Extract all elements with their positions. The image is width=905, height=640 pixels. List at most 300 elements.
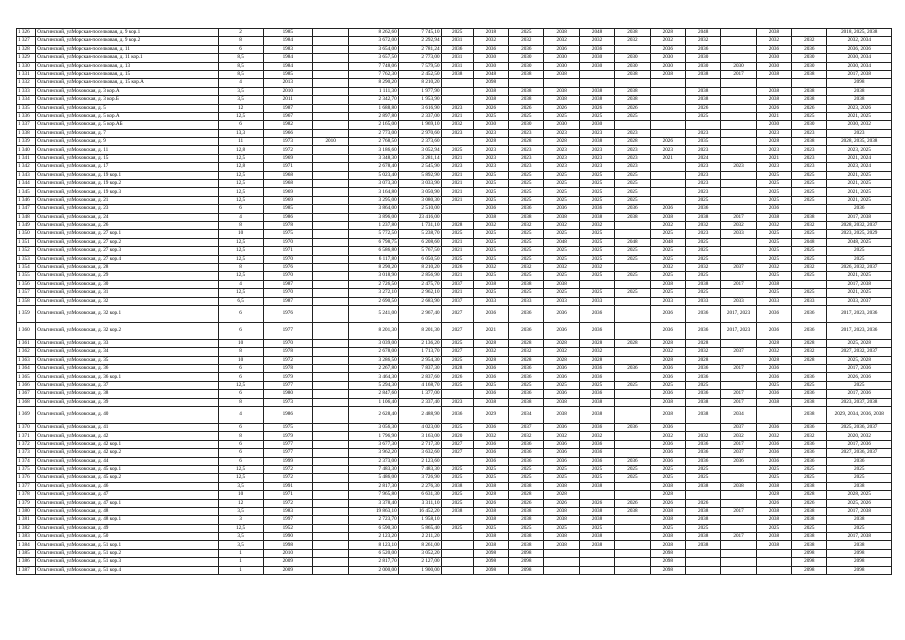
table-cell: 8,5 (218, 70, 263, 78)
table-cell: 2036 (544, 365, 579, 373)
table-cell: 12,5 (218, 474, 263, 482)
table-cell: 10 (218, 356, 263, 364)
table-cell: 2026 (544, 104, 579, 112)
table-cell: 12,5 (218, 272, 263, 280)
table-cell: 2 723,70 (349, 516, 398, 524)
table-cell: 2023 (441, 398, 473, 406)
table-cell: 2025 (756, 238, 791, 246)
table-cell: 2036 (685, 365, 720, 373)
table-cell: 2026 (792, 499, 827, 507)
table-cell: 4 (218, 79, 263, 87)
table-row (17, 365, 892, 373)
table-cell: 1 969,10 (398, 121, 441, 129)
table-cell (544, 558, 579, 566)
table-cell: 2036 (685, 373, 720, 381)
table-cell: 2025 (756, 272, 791, 280)
table-cell (441, 533, 473, 541)
table-cell: 6 (218, 424, 263, 432)
table-cell: 3 286,50 (349, 356, 398, 364)
table-cell: 8 261,00 (398, 541, 441, 549)
table-cell: 2030 (509, 62, 544, 70)
table-cell: 2025 (615, 188, 650, 196)
table-cell: 2032 (685, 432, 720, 440)
table-cell: 2021, 2024 (827, 154, 892, 162)
table-cell (721, 339, 756, 347)
table-cell: 2032 (579, 263, 614, 271)
table-cell: 2036 (721, 457, 756, 465)
table-cell: 2 211,20 (398, 533, 441, 541)
table-cell: 2036 (650, 305, 685, 322)
table-cell: 2038 (544, 96, 579, 104)
table-cell: 2036 (473, 205, 508, 213)
table-cell: 2036 (756, 365, 791, 373)
table-cell: 2038 (579, 407, 614, 424)
table-cell: 2032 (685, 221, 720, 229)
table-cell (312, 104, 348, 112)
table-cell: 2028 (473, 138, 508, 146)
table-cell: 6 631,30 (398, 491, 441, 499)
table-cell: Ольгинский, улМоховская, д. 19 кор.1 (36, 171, 218, 179)
table-cell: 2032 (792, 263, 827, 271)
table-cell (685, 424, 720, 432)
table-row (17, 45, 892, 53)
table-cell: 1986 (263, 407, 312, 424)
table-cell: 2025 (544, 188, 579, 196)
table-cell: 2038 (509, 507, 544, 515)
table-cell: 2038 (509, 96, 544, 104)
table-cell: 6 (218, 121, 263, 129)
table-cell: 4 (218, 213, 263, 221)
table-cell: 2023 (615, 146, 650, 154)
table-cell: 1 369 (17, 407, 36, 424)
table-cell: 1 336 (17, 112, 36, 120)
table-cell: 2028 (756, 491, 791, 499)
table-cell: 2025 (756, 524, 791, 532)
table-cell: 2025 (792, 272, 827, 280)
table-cell: 2 123,20 (349, 533, 398, 541)
table-cell: 12,5 (218, 154, 263, 162)
table-cell: 2 773,00 (349, 129, 398, 137)
table-cell: 2025 (685, 474, 720, 482)
table-cell: 2017 (721, 440, 756, 448)
table-cell: 2025 (756, 381, 791, 389)
table-cell: 2023 (792, 154, 827, 162)
table-cell: 2038 (756, 213, 791, 221)
table-cell (721, 121, 756, 129)
table-cell: 7 483,30 (398, 465, 441, 473)
table-cell: 2017, 2038 (827, 507, 892, 515)
table-cell (312, 348, 348, 356)
table-cell (312, 221, 348, 229)
table-cell: 1952 (263, 524, 312, 532)
table-cell: 7 965,80 (349, 491, 398, 499)
table-cell (615, 533, 650, 541)
table-cell: 2009 (263, 558, 312, 566)
table-cell (312, 121, 348, 129)
table-cell: 1990 (263, 533, 312, 541)
table-cell: 3 056,30 (349, 424, 398, 432)
table-cell: 2038 (685, 96, 720, 104)
table-cell: 2030 (756, 54, 791, 62)
table-cell: 2025 (792, 247, 827, 255)
table-cell (312, 566, 348, 574)
table-cell: 2038 (827, 516, 892, 524)
table-cell: 2032 (544, 348, 579, 356)
table-cell: 6 117,80 (349, 255, 398, 263)
table-cell: 2038 (685, 70, 720, 78)
table-cell: 2025 (792, 381, 827, 389)
table-cell: 1 371 (17, 432, 36, 440)
table-cell (579, 280, 614, 288)
table-cell: 2038 (792, 533, 827, 541)
table-cell (312, 188, 348, 196)
table-row (17, 255, 892, 263)
table-row (17, 440, 892, 448)
table-cell: 2021 (441, 112, 473, 120)
table-cell (312, 280, 348, 288)
table-cell: 12,5 (218, 112, 263, 120)
table-cell: 2038 (685, 407, 720, 424)
table-cell: 2025 (473, 188, 508, 196)
table-cell (650, 129, 685, 137)
table-cell: 2 781,24 (398, 45, 441, 53)
table-cell (685, 491, 720, 499)
table-cell: 2036 (792, 449, 827, 457)
table-cell (721, 180, 756, 188)
table-cell: 2025 (756, 196, 791, 204)
table-cell (312, 205, 348, 213)
table-cell: 5 486,00 (349, 474, 398, 482)
table-cell: 2036 (650, 205, 685, 213)
table-cell: 1 731,10 (398, 221, 441, 229)
table-cell: 2025 (441, 29, 473, 37)
table-cell: 2035 (685, 138, 720, 146)
table-cell: 2025 (827, 465, 892, 473)
table-cell: 2036 (579, 205, 614, 213)
table-cell: 2025 (615, 381, 650, 389)
table-cell: 2025 (579, 272, 614, 280)
table-cell: 2036 (544, 457, 579, 465)
table-cell: 3 378,40 (349, 499, 398, 507)
table-cell: 5 294,30 (349, 381, 398, 389)
table-cell: 2033, 2037 (827, 297, 892, 305)
table-cell: 1 340 (17, 146, 36, 154)
table-cell (312, 45, 348, 53)
table-cell: 2027 (441, 305, 473, 322)
table-cell: 1 329 (17, 54, 36, 62)
table-cell: 2038 (650, 533, 685, 541)
table-cell: 2032 (579, 221, 614, 229)
table-cell: 1 386 (17, 558, 36, 566)
table-cell: 2026 (685, 499, 720, 507)
table-cell (756, 558, 791, 566)
table-cell: 2030 (615, 62, 650, 70)
table-cell: 2030 (544, 62, 579, 70)
table-cell: 3 654,00 (349, 45, 398, 53)
table-cell: 2038 (473, 96, 508, 104)
table-cell: 2025 (615, 255, 650, 263)
table-cell: 2028 (650, 339, 685, 347)
table-row (17, 79, 892, 87)
table-cell: 2036 (579, 45, 614, 53)
table-cell: 1 327 (17, 37, 36, 45)
table-cell: 2032 (650, 348, 685, 356)
table-cell: 2038 (756, 482, 791, 490)
table-cell: 1978 (263, 365, 312, 373)
table-cell: 2026 (756, 104, 791, 112)
table-cell (312, 524, 348, 532)
table-row (17, 272, 892, 280)
table-cell: 3 052,94 (398, 146, 441, 154)
table-cell: 2032 (509, 263, 544, 271)
table-cell: 7 762,30 (349, 70, 398, 78)
table-cell: 1 344 (17, 180, 36, 188)
table-cell: 2036 (615, 457, 650, 465)
table-cell (441, 390, 473, 398)
table-cell (579, 549, 614, 557)
table-cell (615, 305, 650, 322)
table-cell: 2028 (650, 491, 685, 499)
table-cell (441, 213, 473, 221)
table-cell: 2038 (827, 96, 892, 104)
table-cell: 1972 (263, 499, 312, 507)
table-cell: 2025 (650, 465, 685, 473)
table-cell: 2025 (792, 230, 827, 238)
table-cell: 2098 (650, 549, 685, 557)
table-cell (312, 339, 348, 347)
table-cell: 2048 (650, 238, 685, 246)
table-cell: 2010 (312, 138, 348, 146)
table-cell: 2038 (473, 398, 508, 406)
table-cell: 1 331 (17, 70, 36, 78)
table-cell: 2038 (544, 507, 579, 515)
table-row (17, 507, 892, 515)
table-cell (721, 356, 756, 364)
table-cell: Ольгинский, улМорская-поселковая, д. 9 кор.2 (36, 37, 218, 45)
table-cell: 1971 (263, 163, 312, 171)
table-cell: 2023 (792, 163, 827, 171)
table-cell: 2027 (441, 449, 473, 457)
table-cell (685, 121, 720, 129)
table-cell: 2033 (721, 297, 756, 305)
table-cell: 2018 (473, 29, 508, 37)
table-cell: 2021 (441, 289, 473, 297)
table-cell: 2038 (756, 516, 791, 524)
table-cell: 2025 (544, 272, 579, 280)
table-cell: 7 837,30 (398, 365, 441, 373)
table-cell: 5 238,70 (398, 230, 441, 238)
table-cell: 2 683,90 (398, 297, 441, 305)
table-cell: 1 328 (17, 45, 36, 53)
table-cell (721, 289, 756, 297)
table-cell: 2030 (473, 62, 508, 70)
table-cell (312, 213, 348, 221)
table-cell: 2036 (650, 390, 685, 398)
table-cell: 1975 (263, 424, 312, 432)
table-cell: 2025 (685, 247, 720, 255)
table-cell: 2038 (792, 516, 827, 524)
table-cell (312, 516, 348, 524)
table-cell: 2036, 2036 (827, 45, 892, 53)
table-cell: 2038 (685, 87, 720, 95)
table-cell: 2038 (509, 87, 544, 95)
table-cell: 2023 (615, 129, 650, 137)
table-cell: 2036 (615, 424, 650, 432)
table-cell (792, 280, 827, 288)
table-cell: 1 348 (17, 213, 36, 221)
table-cell: 1 357 (17, 289, 36, 297)
table-cell: 1977 (263, 440, 312, 448)
table-cell: 5 023,40 (349, 171, 398, 179)
table-cell: 1 362 (17, 348, 36, 356)
table-cell: 1 385 (17, 549, 36, 557)
table-cell: 2 773,00 (398, 54, 441, 62)
table-cell: 2025 (441, 230, 473, 238)
table-cell (312, 255, 348, 263)
table-cell: 2028 (756, 339, 791, 347)
table-cell: 2025 (509, 238, 544, 246)
table-cell: 2036 (579, 305, 614, 322)
table-cell: 6 586,80 (349, 247, 398, 255)
table-cell: 1 345 (17, 188, 36, 196)
table-cell: 2038 (509, 70, 544, 78)
table-cell: 1 334 (17, 96, 36, 104)
table-cell: 2025 (827, 474, 892, 482)
table-cell: 2036 (756, 205, 791, 213)
table-row (17, 121, 892, 129)
table-cell: 2023, 2037, 2038 (827, 398, 892, 406)
table-cell: 19 863,10 (349, 507, 398, 515)
table-cell: 2032 (579, 348, 614, 356)
table-cell: 2036 (579, 365, 614, 373)
table-cell: 2025 (509, 289, 544, 297)
table-cell: 2028 (473, 491, 508, 499)
table-cell: Ольгинский, улМоховская, д. 5 (36, 104, 218, 112)
table-cell: 2025 (544, 255, 579, 263)
table-cell: 2037 (441, 297, 473, 305)
table-cell: 2025 (756, 465, 791, 473)
table-cell: 1 796,90 (349, 432, 398, 440)
table-cell: 2026 (441, 373, 473, 381)
table-cell (721, 491, 756, 499)
table-cell: 2025 (579, 524, 614, 532)
table-cell (615, 348, 650, 356)
table-cell: 2098 (827, 549, 892, 557)
table-cell (312, 457, 348, 465)
table-cell (312, 196, 348, 204)
table-cell: 2028 (756, 138, 791, 146)
table-row (17, 163, 892, 171)
table-cell: 2025 (685, 289, 720, 297)
table-cell: 2038 (544, 482, 579, 490)
table-cell: Ольгинский, улМоховская, д. 38 (36, 390, 218, 398)
table-cell (615, 373, 650, 381)
table-cell: 2038 (650, 482, 685, 490)
table-row (17, 339, 892, 347)
table-cell: 2036 (650, 45, 685, 53)
table-cell: 2025 (650, 230, 685, 238)
table-cell: 2025 (579, 171, 614, 179)
table-cell: 2 000,00 (349, 566, 398, 574)
table-cell: 2028, 2032, 2037 (827, 221, 892, 229)
table-cell: 8 (218, 348, 263, 356)
table-cell: 2036 (792, 373, 827, 381)
table-cell: 2025 (509, 247, 544, 255)
table-cell (441, 516, 473, 524)
table-cell: 2 970,60 (398, 129, 441, 137)
table-cell: 2028 (650, 356, 685, 364)
table-cell: 2021 (441, 196, 473, 204)
table-cell: 1985 (263, 29, 312, 37)
table-cell: Ольгинский, улМоховская, д. 47 кор.1 (36, 499, 218, 507)
table-cell: 2017, 2036 (827, 390, 892, 398)
table-cell: 2021 (441, 154, 473, 162)
table-cell: 2023 (827, 129, 892, 137)
table-cell: Ольгинский, улМоховская, д. 45 кор.1 (36, 465, 218, 473)
table-cell: 2036 (473, 390, 508, 398)
table-cell: 2036 (650, 365, 685, 373)
table-cell: 2017, 2038 (827, 70, 892, 78)
table-cell: 2029, 2034, 2036, 2038 (827, 407, 892, 424)
table-cell: 2030 (579, 54, 614, 62)
table-cell: 2 510,00 (398, 205, 441, 213)
table-cell: 2025 (685, 112, 720, 120)
table-cell: 2030 (615, 54, 650, 62)
table-cell: 2025 (792, 180, 827, 188)
table-cell: Ольгинский, улМоховская, д. 45 кор.2 (36, 474, 218, 482)
table-cell: 12 (218, 104, 263, 112)
table-cell (650, 79, 685, 87)
table-cell: 2032 (441, 121, 473, 129)
table-cell: 2033 (721, 230, 756, 238)
table-cell: 3 962,20 (349, 449, 398, 457)
table-cell: 8 (218, 432, 263, 440)
table-cell: 2023 (615, 154, 650, 162)
table-row (17, 381, 892, 389)
table-cell: 12 (218, 499, 263, 507)
table-cell: 2036 (579, 449, 614, 457)
table-cell (792, 365, 827, 373)
table-cell: 2032 (650, 432, 685, 440)
table-cell: 2038 (473, 516, 508, 524)
table-cell: 2 373,60 (398, 138, 441, 146)
table-cell: 12,5 (218, 465, 263, 473)
table-cell: 5 767,50 (398, 247, 441, 255)
table-cell (312, 180, 348, 188)
table-cell: 2038 (615, 87, 650, 95)
table-cell: 6 208,60 (398, 238, 441, 246)
table-cell: 1967 (263, 112, 312, 120)
table-cell: 2025 (509, 524, 544, 532)
table-cell: 1968 (263, 180, 312, 188)
table-cell (721, 37, 756, 45)
table-cell: 2030 (473, 54, 508, 62)
table-cell: 3 311,10 (398, 499, 441, 507)
table-cell: 2032 (792, 221, 827, 229)
table-cell: Ольгинский, улМоховская, д. 41 (36, 424, 218, 432)
table-cell: 4 023,00 (398, 424, 441, 432)
table-cell: 2 847,60 (349, 390, 398, 398)
table-cell: 2017, 2036 (827, 440, 892, 448)
table-cell: 2036 (685, 440, 720, 448)
table-cell: 2038 (441, 507, 473, 515)
table-cell: 2025 (579, 188, 614, 196)
table-cell: 2026 (441, 263, 473, 271)
table-cell: 2028 (650, 29, 685, 37)
table-cell: 1972 (263, 356, 312, 364)
table-cell: 1 376 (17, 474, 36, 482)
table-cell: Ольгинский, улМоховская, д. 27 кор.3 (36, 247, 218, 255)
